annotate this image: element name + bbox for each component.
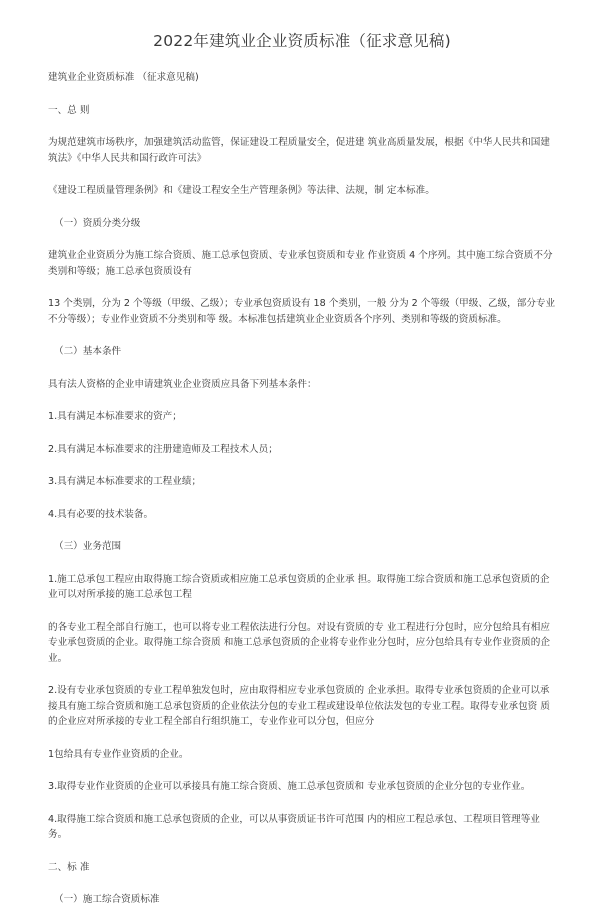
paragraph-laws: 《建设工程质量管理条例》和《建设工程安全生产管理条例》等法律、法规，制 定本标准。 [48,185,435,196]
paragraph-scope-3: 3.取得专业作业资质的企业可以承接具有施工综合资质、施工总承包资质和 专业承包资质的企业分包的专业作业。 [48,781,531,792]
list-item-performance: 3.具有满足本标准要求的工程业绩； [48,476,202,487]
paragraph-categories: 13 个类别，分为 2 个等级（甲级、乙级）；专业承包资质设有 18 个类别，一般 分为 2 个等级（甲级、乙级，部分专业不分等级）；专业作业资质不分类别和等 级。本标准包括建筑业企业资质各个序列、类别和等级的资质标准。 [48,298,556,325]
section-heading-general: 一、总 则 [48,104,90,116]
paragraph-purpose: 为规范建筑市场秩序，加强建筑活动监管，保证建设工程质量安全，促进建 筑业高质量发展，根据《中华人民共和国建筑法》《中华人民共和国行政许可法》 [48,137,550,164]
paragraph-scope-4: 4.取得施工综合资质和施工总承包资质的企业，可以从事资质证书许可范围 内的相应工程总承包、工程项目管理等业务。 [48,813,540,840]
section-heading-standards: 二、标 准 [48,861,90,873]
subsection-heading-basic-conditions: （二）基本条件 [54,346,122,357]
paragraph-classification: 建筑业企业资质分为施工综合资质、施工总承包资质、专业承包资质和专业 作业资质 4 个序列。其中施工综合资质不分类别和等级；施工总承包资质设有 [48,250,553,277]
subsection-heading-comprehensive-standard: （一）施工综合资质标准 [54,894,160,905]
list-item-assets: 1.具有满足本标准要求的资产； [48,411,182,422]
subsection-heading-business-scope: （三）业务范围 [54,541,122,552]
list-item-personnel: 2.具有满足本标准要求的注册建造师及工程技术人员； [48,443,278,455]
list-item-equipment: 4.具有必要的技术装备。 [48,508,154,520]
paragraph-scope-2: 2.设有专业承包资质的专业工程单独发包时，应由取得相应专业承包资质的 企业承担。取得专业承包资质的企业可以承接具有施工综合资质和施工总承包资质的企业依法分包的专业工程或建设单位依法发包的专业工程。取得专业承包资 质的企业应对所承接的专业工程全部自行组织施工，专业作业可以分包，但应分 [48,685,550,727]
paragraph-scope-2-cont: 1包给具有专业作业资质的企业。 [48,748,189,760]
paragraph-scope-1: 1.施工总承包工程应由取得施工综合资质或相应施工总承包资质的企业承 担。取得施工综合资质和施工总承包资质的企业可以对所承接的施工总承包工程 [48,573,550,600]
document-subtitle: 建筑业企业资质标准 （征求意见稿) [48,72,199,83]
paragraph-scope-1-cont: 的各专业工程全部自行施工，也可以将专业工程依法进行分包。对设有资质的专 业工程进行分包时，应分包给具有相应专业承包资质的企业。取得施工综合资质 和施工总承包资质的企业将专业作业分包时，应分包给具有专业作业资质的企业。 [48,621,550,664]
subsection-heading-classification: （一）资质分类分级 [54,217,141,229]
paragraph-basic-conditions: 具有法人资格的企业申请建筑业企业资质应具备下列基本条件： [48,378,317,390]
document-title: 2022年建筑业企业资质标准（征求意见稿) [153,32,451,50]
